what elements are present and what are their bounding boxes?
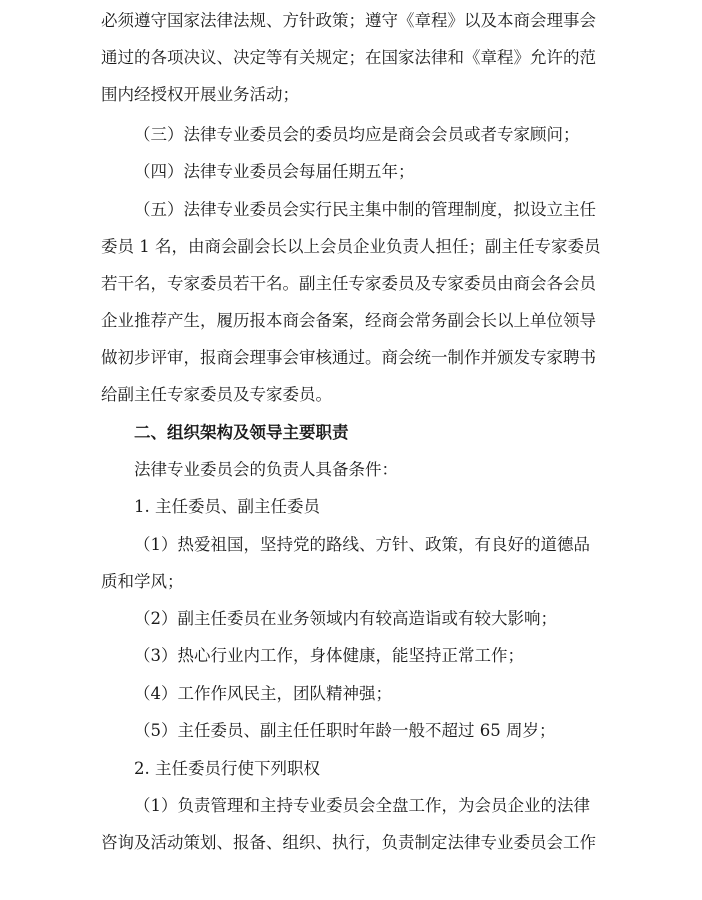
paragraph-line: （1）热爱祖国，坚持党的路线、方针、政策，有良好的道德品 bbox=[134, 535, 590, 554]
paragraph-line: 做初步评审，报商会理事会审核通过。商会统一制作并颁发专家聘书 bbox=[101, 348, 596, 367]
section-heading: 二、组织架构及领导主要职责 bbox=[134, 423, 349, 442]
paragraph-line: （2）副主任委员在业务领域内有较高造诣或有较大影响； bbox=[134, 609, 557, 628]
paragraph-line: （四）法律专业委员会每届任期五年； bbox=[134, 162, 415, 181]
paragraph-line: 委员 1 名，由商会副会长以上会员企业负责人担任；副主任专家委员 bbox=[101, 237, 601, 256]
paragraph-line: 围内经授权开展业务活动； bbox=[101, 85, 299, 104]
paragraph-line: 咨询及活动策划、报备、组织、执行，负责制定法律专业委员会工作 bbox=[101, 833, 596, 852]
paragraph-line: 给副主任专家委员及专家委员。 bbox=[101, 385, 332, 404]
paragraph-line: 法律专业委员会的负责人具备条件： bbox=[134, 460, 398, 479]
list-item-heading: 1. 主任委员、副主任委员 bbox=[134, 497, 320, 516]
paragraph-line: （5）主任委员、副主任任职时年龄一般不超过 65 周岁； bbox=[134, 721, 556, 740]
list-item-heading: 2. 主任委员行使下列职权 bbox=[134, 759, 320, 778]
paragraph-line: （4）工作作风民主，团队精神强； bbox=[134, 684, 392, 703]
paragraph-line: 质和学风； bbox=[101, 572, 184, 591]
paragraph-line: （三）法律专业委员会的委员均应是商会会员或者专家顾问； bbox=[134, 125, 580, 144]
paragraph-line: 通过的各项决议、决定等有关规定；在国家法律和《章程》允许的范 bbox=[101, 48, 596, 67]
paragraph-line: （五）法律专业委员会实行民主集中制的管理制度，拟设立主任 bbox=[134, 200, 596, 219]
paragraph-line: 必须遵守国家法律法规、方针政策；遵守《章程》以及本商会理事会 bbox=[101, 11, 596, 30]
paragraph-line: 企业推荐产生，履历报本商会备案，经商会常务副会长以上单位领导 bbox=[101, 311, 596, 330]
paragraph-line: 若干名，专家委员若干名。副主任专家委员及专家委员由商会各会员 bbox=[101, 274, 596, 293]
paragraph-line: （1）负责管理和主持专业委员会全盘工作，为会员企业的法律 bbox=[134, 796, 590, 815]
paragraph-line: （3）热心行业内工作，身体健康，能坚持正常工作； bbox=[134, 646, 524, 665]
